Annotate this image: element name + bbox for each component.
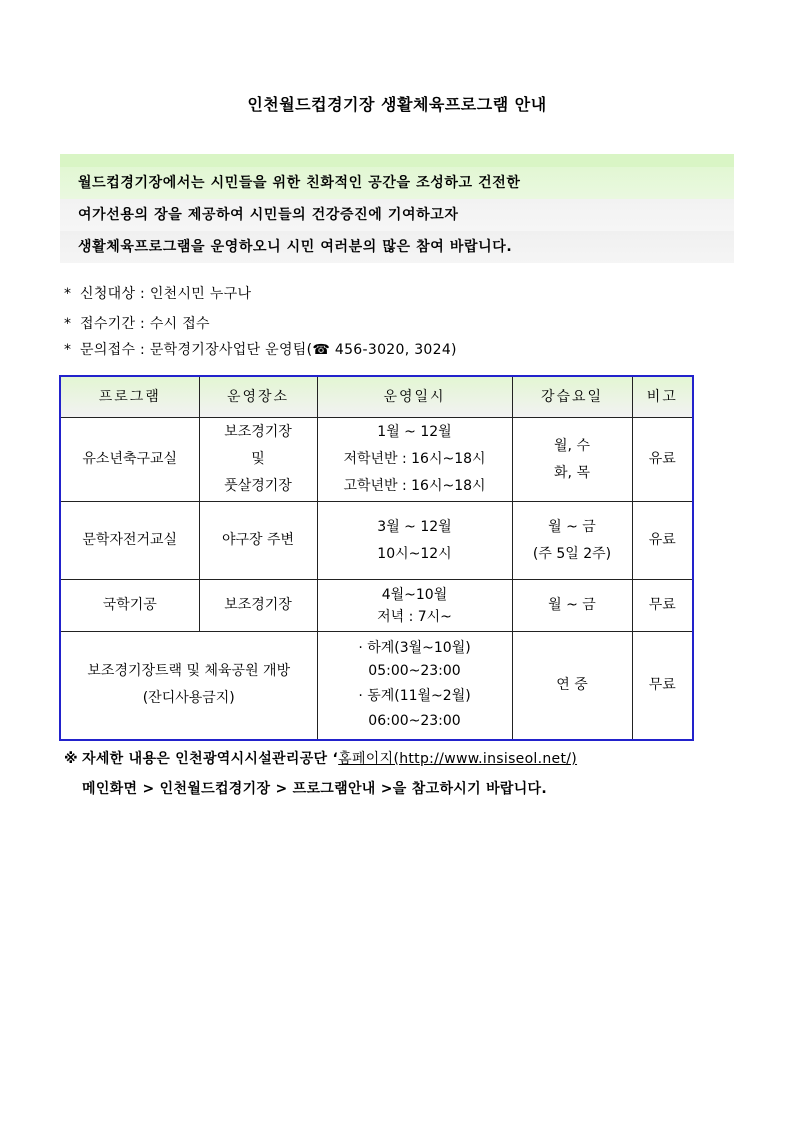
days-line: 화, 목 (554, 464, 590, 481)
note-cell: 유료 (632, 502, 693, 580)
schedule-line: 저학년반 : 16시~18시 (343, 451, 486, 467)
schedule-line: 저녁 : 7시~ (377, 608, 452, 625)
place-cell (199, 418, 317, 502)
table-row (60, 632, 693, 740)
note-cell: 무료 (632, 632, 693, 740)
program-cell: 유소년축구교실 (60, 418, 199, 502)
footer-note (64, 748, 577, 798)
schedule-line: 1월 ~ 12월 (377, 424, 452, 440)
days-line: (주 5일 2주) (532, 545, 612, 562)
footer-line-1 (64, 748, 577, 768)
info-contact (64, 339, 457, 359)
contact-prefix: 문의접수 : 문학경기장사업단 운영팀( (80, 342, 313, 358)
intro-top-band (60, 154, 734, 167)
telephone-icon: ☎ (312, 342, 331, 358)
days-cell (512, 580, 632, 632)
target-text: 신청대상 : 인천시민 누구나 (80, 286, 252, 302)
header-program: 프로그램 (60, 376, 199, 418)
schedule-line: 4월~10월 (381, 586, 448, 603)
program-cell: 국학기공 (60, 580, 199, 632)
reference-mark-icon: ※ (64, 751, 78, 767)
info-period (64, 313, 210, 333)
days-line: 월 ~ 금 (548, 597, 596, 613)
schedule-line: 3월 ~ 12월 (377, 518, 452, 535)
place-line: 보조경기장 (224, 424, 292, 440)
days-line: 연 중 (556, 676, 588, 693)
schedule-cell (317, 632, 512, 740)
schedule-cell (317, 502, 512, 580)
footer-line-2: 메인화면 > 인천월드컵경기장 > 프로그램안내 >을 참고하시기 바랍니다. (82, 781, 547, 797)
table-header-row (60, 376, 693, 418)
schedule-line: 05:00~23:00 (368, 663, 461, 680)
program-cell: 문학자전거교실 (60, 502, 199, 580)
place-line: 야구장 주변 (221, 532, 295, 548)
contact-numbers: 456-3020, 3024) (330, 342, 457, 358)
bullet-icon: * (64, 316, 72, 332)
days-cell (512, 418, 632, 502)
period-text: 접수기간 : 수시 접수 (80, 316, 210, 332)
intro-line-1: 월드컵경기장에서는 시민들을 위한 친화적인 공간을 조성하고 건전한 (60, 167, 734, 199)
table-row (60, 580, 693, 632)
schedule-cell (317, 418, 512, 502)
place-line: 및 (251, 451, 265, 467)
page-title: 인천월드컵경기장 생활체육프로그램 안내 (247, 95, 547, 114)
schedule-line: 10시~12시 (377, 545, 452, 562)
program-line: (잔디사용금지) (142, 690, 235, 707)
place-line: 보조경기장 (224, 597, 292, 613)
intro-line-2: 여가선용의 장을 제공하여 시민들의 건강증진에 기여하고자 (60, 199, 734, 231)
days-line: 월 ~ 금 (548, 518, 596, 535)
bullet-icon: * (64, 286, 72, 302)
header-note: 비고 (632, 376, 693, 418)
program-cell (60, 632, 317, 740)
place-line: 풋살경기장 (224, 478, 292, 494)
footer-prefix: 자세한 내용은 인천광역시시설관리공단 ‘ (82, 751, 339, 767)
intro-line-3: 생활체육프로그램을 운영하오니 시민 여러분의 많은 참여 바랍니다. (60, 231, 734, 263)
days-cell (512, 502, 632, 580)
table-row (60, 418, 693, 502)
intro-box (60, 154, 734, 263)
place-cell (199, 580, 317, 632)
header-place: 운영장소 (199, 376, 317, 418)
info-target (64, 283, 251, 303)
note-cell: 무료 (632, 580, 693, 632)
schedule-line: 고학년반 : 16시~18시 (343, 478, 486, 494)
schedule-line: 06:00~23:00 (368, 713, 461, 730)
schedule-line: · 동계(11월~2월) (358, 688, 471, 705)
place-cell (199, 502, 317, 580)
homepage-link[interactable]: 홈페이지(http://www.insiseol.net/) (338, 751, 578, 767)
days-line: 월, 수 (554, 437, 590, 454)
note-cell: 유료 (632, 418, 693, 502)
schedule-line: · 하계(3월~10월) (358, 640, 471, 657)
header-schedule: 운영일시 (317, 376, 512, 418)
table-row (60, 502, 693, 580)
days-cell (512, 632, 632, 740)
schedule-cell (317, 580, 512, 632)
program-table (59, 375, 694, 741)
bullet-icon: * (64, 342, 72, 358)
header-days: 강습요일 (512, 376, 632, 418)
program-line: 보조경기장트랙 및 체육공원 개방 (87, 663, 291, 680)
